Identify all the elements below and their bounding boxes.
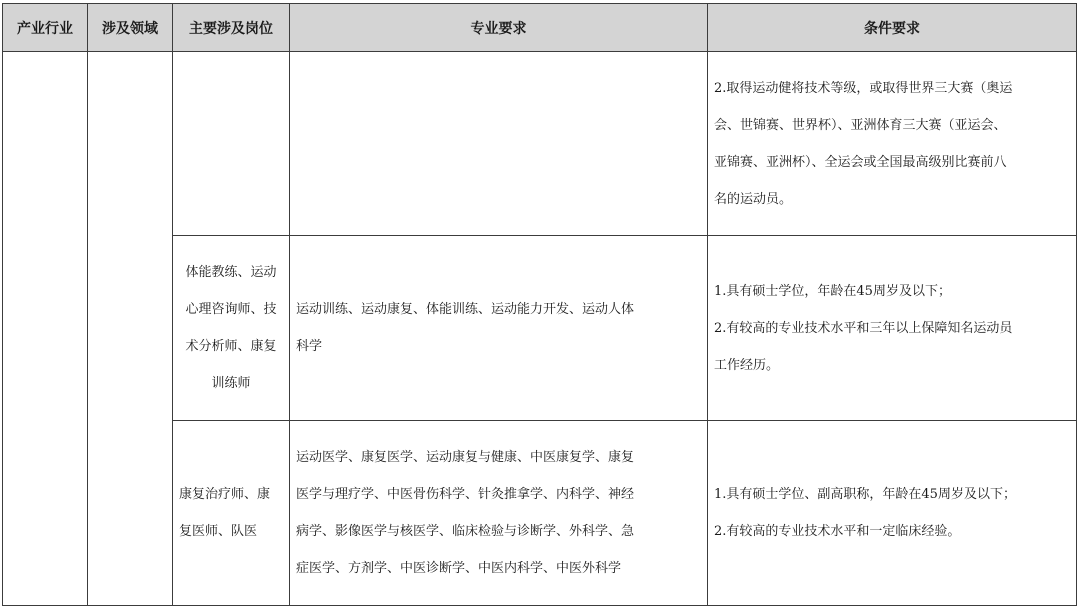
positions-line: 康复治疗师、康 [179,487,271,502]
industry-cell [3,52,88,606]
conditions-line: 2.有较高的专业技术水平和一定临床经验。 [714,524,961,539]
positions-cell [173,52,290,236]
header-conditions: 条件要求 [708,4,1077,52]
header-field: 涉及领域 [88,4,173,52]
majors-cell [290,236,708,421]
positions-cell [173,236,290,421]
conditions-line: 名的运动员。 [714,191,793,207]
conditions-line: 会、世锦赛、世界杯）、亚洲体育三大赛（亚运会、 [714,117,1007,133]
conditions-line: 亚锦赛、亚洲杯）、全运会或全国最高级别比赛前八 [714,154,1007,170]
positions-line: 复医师、队医 [179,524,258,539]
field-cell [88,52,173,606]
conditions-cell [708,52,1077,236]
positions-line: 术分析师、康复 [185,339,277,354]
table-row [3,52,1077,236]
majors-line: 症医学、方剂学、中医诊断学、中医内科学、中医外科学 [296,561,622,576]
header-industry: 产业行业 [3,4,88,52]
majors-cell [290,421,708,606]
table-header-row [3,4,1077,52]
conditions-line: 2.取得运动健将技术等级，或取得世界三大赛（奥运 [714,80,1013,96]
positions-line: 心理咨询师、技 [185,302,277,317]
requirements-table [2,3,1077,606]
header-positions: 主要涉及岗位 [173,4,290,52]
conditions-line: 1.具有硕士学位，年龄在45周岁及以下； [714,283,951,299]
conditions-cell [708,236,1077,421]
conditions-line: 2.有较高的专业技术水平和三年以上保障知名运动员 [714,320,1013,336]
positions-cell [173,421,290,606]
conditions-line: 1.具有硕士学位、副高职称，年龄在45周岁及以下； [714,487,1016,502]
conditions-line: 工作经历。 [714,357,780,373]
majors-line: 运动医学、康复医学、运动康复与健康、中医康复学、康复 [296,450,635,465]
majors-line: 科学 [296,339,323,354]
conditions-cell [708,421,1077,606]
positions-line: 体能教练、运动 [185,265,277,280]
majors-line: 医学与理疗学、中医骨伤科学、针灸推拿学、内科学、神经 [296,487,635,502]
positions-line: 训练师 [211,376,251,391]
majors-line: 运动训练、运动康复、体能训练、运动能力开发、运动人体 [296,302,635,317]
majors-cell [290,52,708,236]
majors-line: 病学、影像医学与核医学、临床检验与诊断学、外科学、急 [296,524,635,539]
header-majors: 专业要求 [290,4,708,52]
